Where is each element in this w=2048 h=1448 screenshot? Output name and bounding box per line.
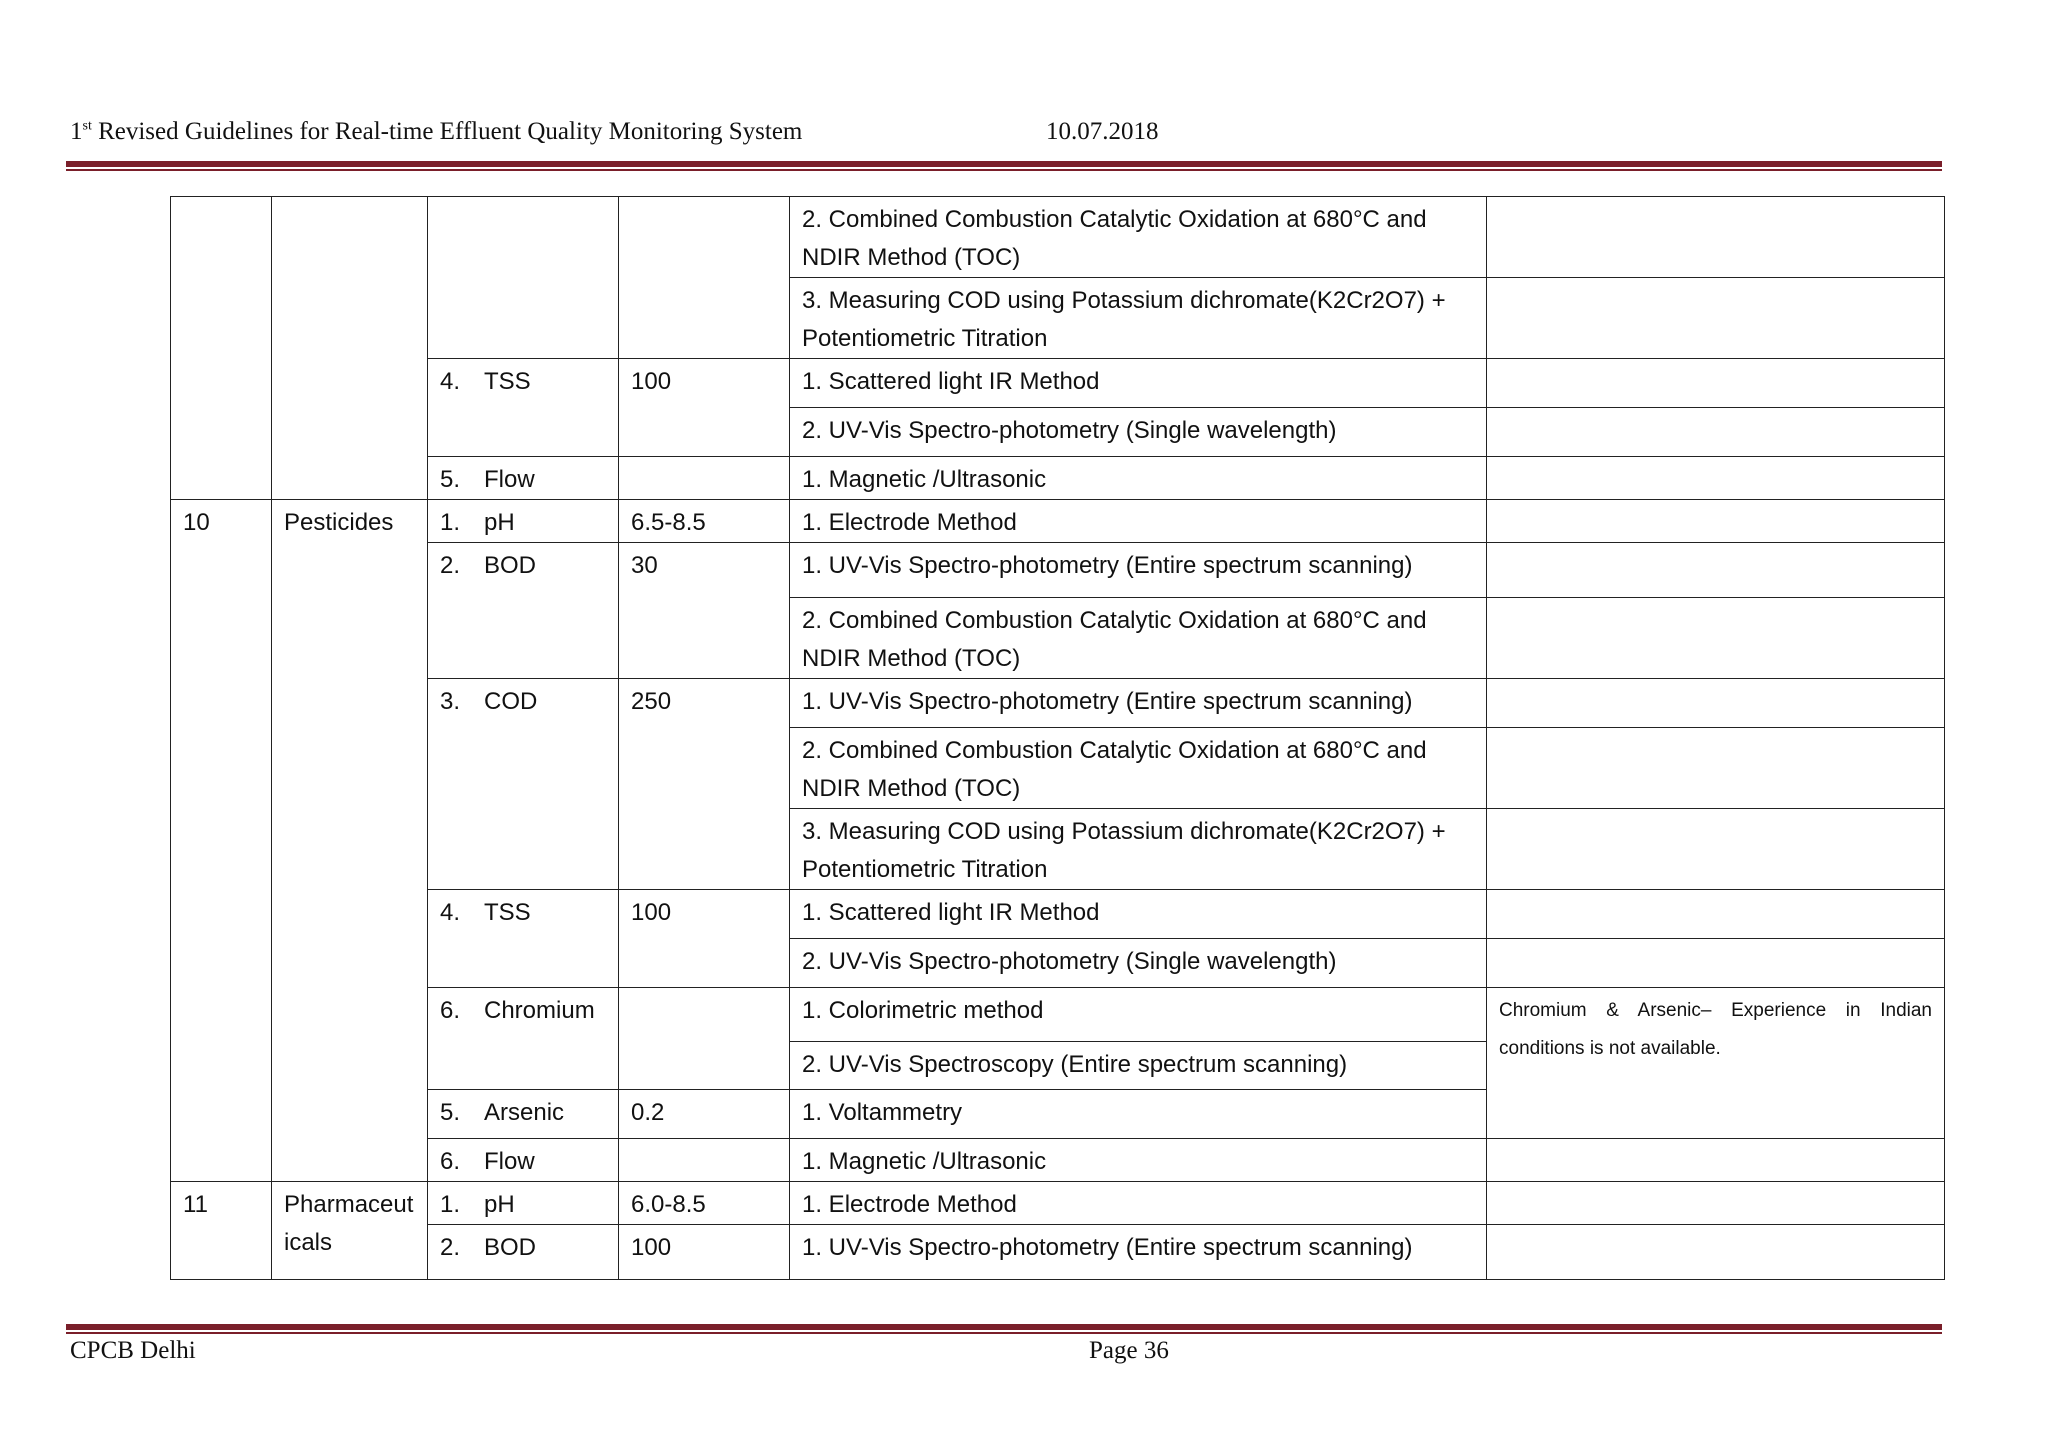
parameter-cell: 6. Chromium xyxy=(428,988,619,1090)
limit-cell: 100 xyxy=(619,359,790,457)
limit-cell: 6.5-8.5 xyxy=(619,500,790,543)
limit-cell: 100 xyxy=(619,890,790,988)
method-cell: 2. UV-Vis Spectro-photometry (Single wavelength) xyxy=(790,939,1487,988)
remark-cell xyxy=(1487,809,1945,890)
remark-cell xyxy=(1487,1182,1945,1225)
method-cell: 1. Voltammetry xyxy=(790,1090,1487,1139)
parameter-cell: 2. BOD xyxy=(428,543,619,679)
limit-cell: 6.0-8.5 xyxy=(619,1182,790,1225)
remark-cell: Chromium & Arsenic– Experience in Indian conditions is not available. xyxy=(1487,988,1945,1139)
remark-cell xyxy=(1487,457,1945,500)
method-cell: 1. Magnetic /Ultrasonic xyxy=(790,1139,1487,1182)
table-row xyxy=(171,988,1945,1042)
limit-cell xyxy=(619,988,790,1090)
parameter-cell: 4. TSS xyxy=(428,890,619,988)
table-row xyxy=(171,197,1945,278)
method-cell: 1. Colorimetric method xyxy=(790,988,1487,1042)
remark-cell xyxy=(1487,543,1945,598)
parameter-cell: 5. Flow xyxy=(428,457,619,500)
method-cell: 1. UV-Vis Spectro-photometry (Entire spectrum scanning) xyxy=(790,543,1487,598)
limit-cell xyxy=(619,1139,790,1182)
table-row xyxy=(171,679,1945,728)
method-cell: 1. Electrode Method xyxy=(790,1182,1487,1225)
table-row xyxy=(171,543,1945,598)
parameter-cell: 2. BOD xyxy=(428,1225,619,1280)
parameter-cell: 6. Flow xyxy=(428,1139,619,1182)
remark-cell xyxy=(1487,359,1945,408)
method-cell: 2. Combined Combustion Catalytic Oxidation at 680°C and NDIR Method (TOC) xyxy=(790,728,1487,809)
industry-cell: Pharmaceuticals xyxy=(272,1182,428,1280)
method-cell: 2. UV-Vis Spectro-photometry (Single wavelength) xyxy=(790,408,1487,457)
parameters-table xyxy=(170,196,1945,1280)
method-cell: 2. UV-Vis Spectroscopy (Entire spectrum scanning) xyxy=(790,1042,1487,1090)
remark-cell xyxy=(1487,278,1945,359)
footer-org: CPCB Delhi xyxy=(70,1337,196,1364)
limit-cell: 0.2 xyxy=(619,1090,790,1139)
remark-cell xyxy=(1487,197,1945,278)
limit-cell xyxy=(619,457,790,500)
method-cell: 3. Measuring COD using Potassium dichromate(K2Cr2O7) + Potentiometric Titration xyxy=(790,809,1487,890)
header-date: 10.07.2018 xyxy=(1046,118,1159,145)
table-row xyxy=(171,457,1945,500)
parameter-cell: 5. Arsenic xyxy=(428,1090,619,1139)
parameter-cell xyxy=(428,197,619,359)
limit-cell xyxy=(619,197,790,359)
table-row xyxy=(171,1182,1945,1225)
limit-cell: 250 xyxy=(619,679,790,890)
method-cell: 1. UV-Vis Spectro-photometry (Entire spectrum scanning) xyxy=(790,1225,1487,1280)
method-cell: 1. Scattered light IR Method xyxy=(790,890,1487,939)
table-row xyxy=(171,500,1945,543)
method-cell: 2. Combined Combustion Catalytic Oxidation at 680°C and NDIR Method (TOC) xyxy=(790,197,1487,278)
parameter-cell: 3. COD xyxy=(428,679,619,890)
remark-cell xyxy=(1487,500,1945,543)
parameter-cell: 1. pH xyxy=(428,1182,619,1225)
footer-rule xyxy=(66,1324,1942,1330)
parameter-cell: 1. pH xyxy=(428,500,619,543)
table-row xyxy=(171,890,1945,939)
method-cell: 2. Combined Combustion Catalytic Oxidation at 680°C and NDIR Method (TOC) xyxy=(790,598,1487,679)
header-title: 1st Revised Guidelines for Real-time Effluent Quality Monitoring System xyxy=(70,118,803,145)
method-cell: 3. Measuring COD using Potassium dichromate(K2Cr2O7) + Potentiometric Titration xyxy=(790,278,1487,359)
parameter-cell: 4. TSS xyxy=(428,359,619,457)
remark-cell xyxy=(1487,939,1945,988)
table-row xyxy=(171,1139,1945,1182)
remark-cell xyxy=(1487,679,1945,728)
method-cell: 1. Magnetic /Ultrasonic xyxy=(790,457,1487,500)
footer-page-number: Page 36 xyxy=(1089,1337,1169,1364)
sno-cell: 10 xyxy=(171,500,272,1182)
table-row xyxy=(171,1225,1945,1280)
industry-cell xyxy=(272,197,428,500)
remark-cell xyxy=(1487,890,1945,939)
remark-cell xyxy=(1487,1225,1945,1280)
method-cell: 1. Electrode Method xyxy=(790,500,1487,543)
sno-cell xyxy=(171,197,272,500)
remark-cell xyxy=(1487,408,1945,457)
industry-cell: Pesticides xyxy=(272,500,428,1182)
remark-cell xyxy=(1487,728,1945,809)
header-rule-thin xyxy=(66,169,1942,171)
remark-cell xyxy=(1487,598,1945,679)
header-rule xyxy=(66,161,1942,167)
method-cell: 1. UV-Vis Spectro-photometry (Entire spectrum scanning) xyxy=(790,679,1487,728)
sno-cell: 11 xyxy=(171,1182,272,1280)
remark-cell xyxy=(1487,1139,1945,1182)
method-cell: 1. Scattered light IR Method xyxy=(790,359,1487,408)
footer-rule-thin xyxy=(66,1332,1942,1334)
table-row xyxy=(171,359,1945,408)
limit-cell: 30 xyxy=(619,543,790,679)
limit-cell: 100 xyxy=(619,1225,790,1280)
